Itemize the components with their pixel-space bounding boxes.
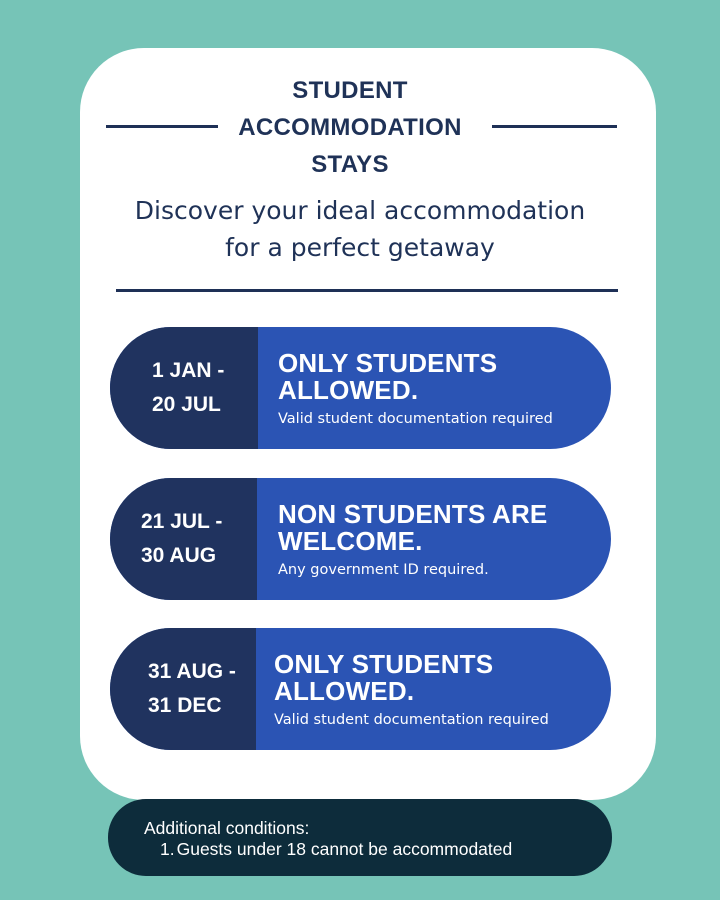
title-line-3: STAYS <box>311 151 389 178</box>
period-2-note: Any government ID required. <box>278 561 489 578</box>
period-1-dates <box>110 327 258 449</box>
conditions-list <box>144 839 612 860</box>
period-3-dates <box>110 628 256 750</box>
period-3-info <box>256 628 611 750</box>
period-card-3 <box>110 628 611 750</box>
period-1-headline <box>278 347 611 405</box>
subtitle-line-1: Discover your ideal accommodation <box>134 196 586 225</box>
period-2-start: 21 JUL - <box>141 510 223 533</box>
additional-conditions-box <box>108 799 612 876</box>
period-3-headline-line-2: ALLOWED. <box>274 675 415 706</box>
period-1-end: 20 JUL <box>152 393 221 416</box>
period-card-1 <box>110 327 611 449</box>
period-1-info <box>258 327 611 449</box>
period-2-headline-line-1: NON STUDENTS ARE <box>278 498 548 529</box>
condition-item <box>160 839 612 860</box>
period-3-start: 31 AUG - <box>148 660 236 683</box>
period-2-info <box>257 478 611 600</box>
period-2-end: 30 AUG <box>141 544 217 567</box>
period-2-headline-line-2: WELCOME. <box>278 525 423 556</box>
title-line-2: ACCOMMODATION <box>238 114 462 141</box>
period-1-start: 1 JAN - <box>152 359 225 382</box>
period-3-headline-line-1: ONLY STUDENTS <box>274 648 494 679</box>
subtitle-line-2: for a perfect getaway <box>225 233 495 262</box>
period-3-end: 31 DEC <box>148 694 222 717</box>
period-1-headline-line-1: ONLY STUDENTS <box>278 347 498 378</box>
period-2-dates <box>110 478 257 600</box>
page-title <box>220 72 480 183</box>
period-2-headline <box>278 498 611 556</box>
period-card-2 <box>110 478 611 600</box>
conditions-heading: Additional conditions: <box>144 818 310 838</box>
subtitle <box>110 192 610 266</box>
period-3-headline <box>274 648 611 706</box>
title-rule-right <box>492 125 617 128</box>
period-3-note: Valid student documentation required <box>274 711 549 728</box>
condition-text: Guests under 18 cannot be accommodated <box>176 839 513 859</box>
title-rule-left <box>106 125 218 128</box>
period-1-note: Valid student documentation required <box>278 410 553 427</box>
condition-number: 1. <box>160 839 175 859</box>
period-1-headline-line-2: ALLOWED. <box>278 374 419 405</box>
section-divider <box>116 289 618 292</box>
title-line-1: STUDENT <box>292 77 408 104</box>
